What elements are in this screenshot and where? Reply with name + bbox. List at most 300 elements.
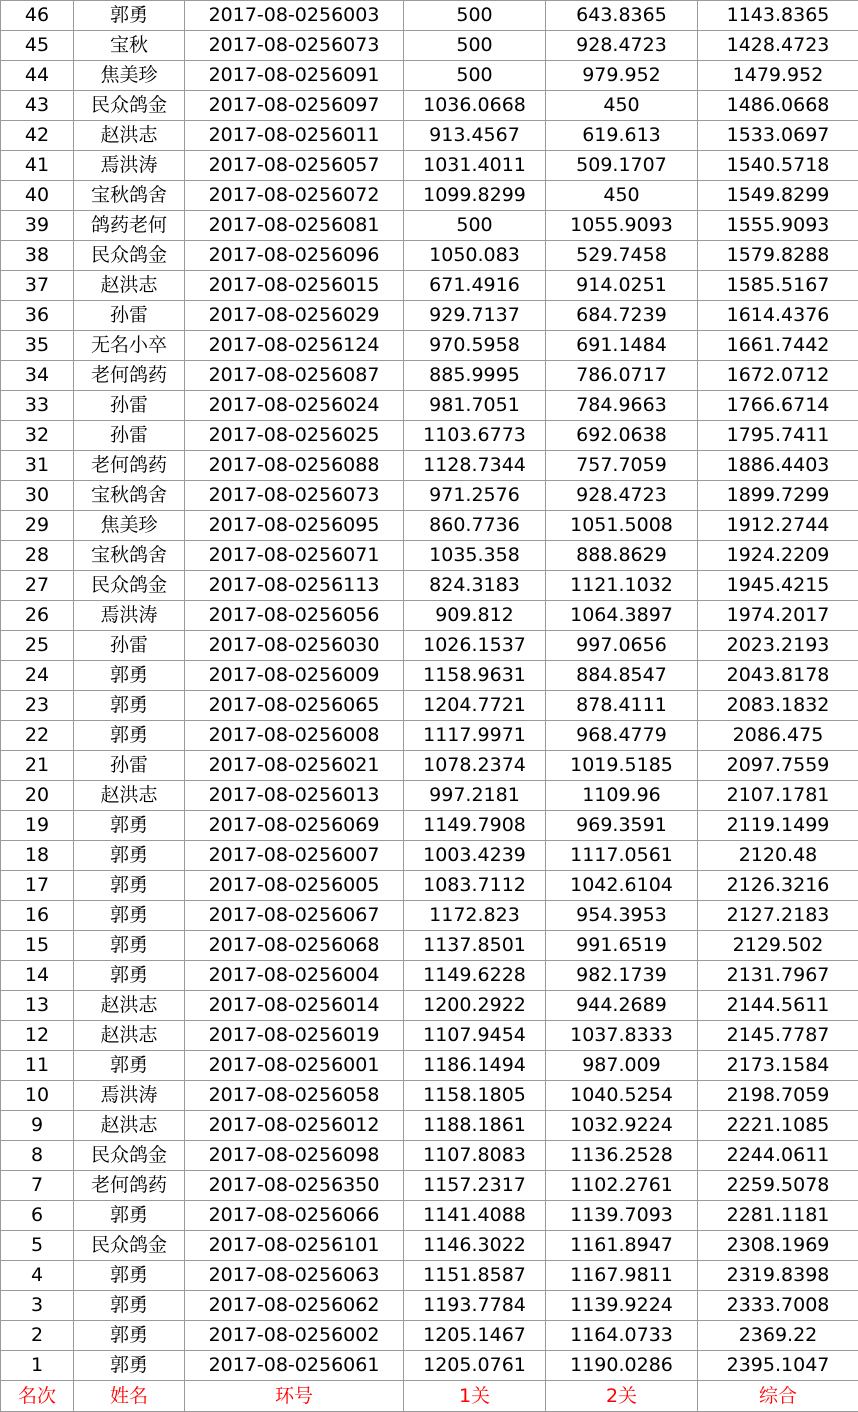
stage1-score-cell: 1003.4239 <box>404 841 546 871</box>
ring-number-cell: 2017-08-0256019 <box>185 1021 404 1051</box>
rank-cell: 32 <box>1 421 74 451</box>
rank-cell: 11 <box>1 1051 74 1081</box>
ring-number-cell: 2017-08-0256030 <box>185 631 404 661</box>
stage1-score-cell: 1186.1494 <box>404 1051 546 1081</box>
name-cell: 赵洪志 <box>74 271 185 301</box>
table-row <box>1 571 858 601</box>
stage2-score-cell: 1136.2528 <box>546 1141 698 1171</box>
stage1-score-cell: 909.812 <box>404 601 546 631</box>
stage1-score-cell: 1204.7721 <box>404 691 546 721</box>
total-score-cell: 2097.7559 <box>698 751 858 781</box>
table-row <box>1 691 858 721</box>
table-row <box>1 61 858 91</box>
stage2-score-cell: 757.7059 <box>546 451 698 481</box>
total-score-cell: 1428.4723 <box>698 31 858 61</box>
rank-cell: 35 <box>1 331 74 361</box>
table-row <box>1 1231 858 1261</box>
stage1-score-cell: 1205.0761 <box>404 1351 546 1381</box>
name-cell: 郭勇 <box>74 1201 185 1231</box>
stage2-score-cell: 1040.5254 <box>546 1081 698 1111</box>
total-score-cell: 1614.4376 <box>698 301 858 331</box>
rank-cell: 16 <box>1 901 74 931</box>
total-score-cell: 1672.0712 <box>698 361 858 391</box>
table-row <box>1 451 858 481</box>
ring-number-cell: 2017-08-0256113 <box>185 571 404 601</box>
stage1-score-cell: 1035.358 <box>404 541 546 571</box>
name-cell: 郭勇 <box>74 721 185 751</box>
stage1-score-cell: 929.7137 <box>404 301 546 331</box>
ring-number-cell: 2017-08-0256124 <box>185 331 404 361</box>
table-row <box>1 241 858 271</box>
ring-number-cell: 2017-08-0256072 <box>185 181 404 211</box>
rank-cell: 24 <box>1 661 74 691</box>
ring-number-header: 环号 <box>185 1381 404 1412</box>
stage1-score-cell: 970.5958 <box>404 331 546 361</box>
table-row <box>1 901 858 931</box>
total-score-cell: 2145.7787 <box>698 1021 858 1051</box>
table-row <box>1 841 858 871</box>
name-cell: 焦美珍 <box>74 511 185 541</box>
name-cell: 民众鸽金 <box>74 571 185 601</box>
stage1-score-cell: 1078.2374 <box>404 751 546 781</box>
stage1-score-cell: 1157.2317 <box>404 1171 546 1201</box>
stage1-score-cell: 1149.7908 <box>404 811 546 841</box>
stage2-score-cell: 997.0656 <box>546 631 698 661</box>
stage1-score-cell: 1026.1537 <box>404 631 546 661</box>
stage1-score-cell: 500 <box>404 61 546 91</box>
ring-number-cell: 2017-08-0256073 <box>185 31 404 61</box>
total-score-cell: 1549.8299 <box>698 181 858 211</box>
total-header: 综合 <box>698 1381 858 1412</box>
ring-number-cell: 2017-08-0256011 <box>185 121 404 151</box>
stage1-score-cell: 1193.7784 <box>404 1291 546 1321</box>
rank-cell: 17 <box>1 871 74 901</box>
table-row <box>1 721 858 751</box>
stage2-score-cell: 1102.2761 <box>546 1171 698 1201</box>
rank-cell: 33 <box>1 391 74 421</box>
name-cell: 宝秋 <box>74 31 185 61</box>
stage2-score-cell: 1139.7093 <box>546 1201 698 1231</box>
name-cell: 宝秋鸽舍 <box>74 181 185 211</box>
stage2-score-cell: 1121.1032 <box>546 571 698 601</box>
name-cell: 民众鸽金 <box>74 1141 185 1171</box>
ring-number-cell: 2017-08-0256065 <box>185 691 404 721</box>
stage2-score-cell: 1032.9224 <box>546 1111 698 1141</box>
stage2-score-cell: 1037.8333 <box>546 1021 698 1051</box>
total-score-cell: 1766.6714 <box>698 391 858 421</box>
stage1-score-cell: 1050.083 <box>404 241 546 271</box>
ring-number-cell: 2017-08-0256029 <box>185 301 404 331</box>
rank-cell: 15 <box>1 931 74 961</box>
stage1-score-cell: 1188.1861 <box>404 1111 546 1141</box>
table-row <box>1 961 858 991</box>
stage2-score-cell: 1042.6104 <box>546 871 698 901</box>
table-row <box>1 1141 858 1171</box>
table-row <box>1 271 858 301</box>
table-row <box>1 751 858 781</box>
stage1-header: 1关 <box>404 1381 546 1412</box>
name-cell: 老何鸽药 <box>74 451 185 481</box>
table-row <box>1 1051 858 1081</box>
name-cell: 焉洪涛 <box>74 601 185 631</box>
rank-cell: 31 <box>1 451 74 481</box>
stage1-score-cell: 1141.4088 <box>404 1201 546 1231</box>
total-score-cell: 1486.0668 <box>698 91 858 121</box>
stage1-score-cell: 500 <box>404 1 546 31</box>
stage2-score-cell: 928.4723 <box>546 481 698 511</box>
stage1-score-cell: 1036.0668 <box>404 91 546 121</box>
stage1-score-cell: 1137.8501 <box>404 931 546 961</box>
total-score-cell: 1924.2209 <box>698 541 858 571</box>
total-score-cell: 2086.475 <box>698 721 858 751</box>
ring-number-cell: 2017-08-0256066 <box>185 1201 404 1231</box>
rank-cell: 19 <box>1 811 74 841</box>
ring-number-cell: 2017-08-0256012 <box>185 1111 404 1141</box>
rank-cell: 7 <box>1 1171 74 1201</box>
rank-cell: 3 <box>1 1291 74 1321</box>
rank-cell: 43 <box>1 91 74 121</box>
table-row <box>1 301 858 331</box>
stage2-score-cell: 1167.9811 <box>546 1261 698 1291</box>
total-score-cell: 2131.7967 <box>698 961 858 991</box>
total-score-cell: 1886.4403 <box>698 451 858 481</box>
total-score-cell: 2107.1781 <box>698 781 858 811</box>
ring-number-cell: 2017-08-0256073 <box>185 481 404 511</box>
rank-cell: 21 <box>1 751 74 781</box>
name-cell: 赵洪志 <box>74 781 185 811</box>
name-cell: 孙雷 <box>74 631 185 661</box>
rank-cell: 28 <box>1 541 74 571</box>
table-row <box>1 211 858 241</box>
stage2-score-cell: 643.8365 <box>546 1 698 31</box>
name-cell: 宝秋鸽舍 <box>74 481 185 511</box>
table-row <box>1 361 858 391</box>
name-cell: 民众鸽金 <box>74 241 185 271</box>
table-row <box>1 331 858 361</box>
name-cell: 郭勇 <box>74 1321 185 1351</box>
table-row <box>1 121 858 151</box>
ring-number-cell: 2017-08-0256068 <box>185 931 404 961</box>
name-cell: 赵洪志 <box>74 991 185 1021</box>
table-row <box>1 31 858 61</box>
stage1-score-cell: 1107.9454 <box>404 1021 546 1051</box>
stage2-score-cell: 888.8629 <box>546 541 698 571</box>
ring-number-cell: 2017-08-0256025 <box>185 421 404 451</box>
stage1-score-cell: 971.2576 <box>404 481 546 511</box>
rank-cell: 27 <box>1 571 74 601</box>
total-score-cell: 1143.8365 <box>698 1 858 31</box>
rank-cell: 29 <box>1 511 74 541</box>
total-score-cell: 2127.2183 <box>698 901 858 931</box>
name-cell: 焉洪涛 <box>74 1081 185 1111</box>
ring-number-cell: 2017-08-0256091 <box>185 61 404 91</box>
name-cell: 郭勇 <box>74 1 185 31</box>
ring-number-cell: 2017-08-0256003 <box>185 1 404 31</box>
ring-number-cell: 2017-08-0256009 <box>185 661 404 691</box>
stage1-score-cell: 1103.6773 <box>404 421 546 451</box>
total-score-cell: 1795.7411 <box>698 421 858 451</box>
total-score-cell: 1912.2744 <box>698 511 858 541</box>
name-cell: 郭勇 <box>74 931 185 961</box>
ring-number-cell: 2017-08-0256097 <box>185 91 404 121</box>
table-row <box>1 1111 858 1141</box>
total-score-cell: 2120.48 <box>698 841 858 871</box>
ring-number-cell: 2017-08-0256007 <box>185 841 404 871</box>
rank-cell: 2 <box>1 1321 74 1351</box>
rank-cell: 10 <box>1 1081 74 1111</box>
name-cell: 郭勇 <box>74 961 185 991</box>
ring-number-cell: 2017-08-0256004 <box>185 961 404 991</box>
table-row <box>1 631 858 661</box>
stage1-score-cell: 1151.8587 <box>404 1261 546 1291</box>
stage1-score-cell: 1117.9971 <box>404 721 546 751</box>
ring-number-cell: 2017-08-0256101 <box>185 1231 404 1261</box>
rank-cell: 40 <box>1 181 74 211</box>
rank-cell: 37 <box>1 271 74 301</box>
total-score-cell: 2319.8398 <box>698 1261 858 1291</box>
stage2-score-cell: 928.4723 <box>546 31 698 61</box>
name-cell: 民众鸽金 <box>74 91 185 121</box>
header-row <box>1 1381 858 1412</box>
name-cell: 焉洪涛 <box>74 151 185 181</box>
name-cell: 孙雷 <box>74 421 185 451</box>
rank-cell: 41 <box>1 151 74 181</box>
stage2-score-cell: 982.1739 <box>546 961 698 991</box>
stage1-score-cell: 1158.1805 <box>404 1081 546 1111</box>
rank-cell: 34 <box>1 361 74 391</box>
stage1-score-cell: 860.7736 <box>404 511 546 541</box>
stage1-score-cell: 913.4567 <box>404 121 546 151</box>
rank-cell: 25 <box>1 631 74 661</box>
total-score-cell: 1661.7442 <box>698 331 858 361</box>
total-score-cell: 2023.2193 <box>698 631 858 661</box>
stage2-score-cell: 968.4779 <box>546 721 698 751</box>
table-row <box>1 991 858 1021</box>
stage2-score-cell: 509.1707 <box>546 151 698 181</box>
name-cell: 郭勇 <box>74 811 185 841</box>
ring-number-cell: 2017-08-0256350 <box>185 1171 404 1201</box>
ring-number-cell: 2017-08-0256057 <box>185 151 404 181</box>
total-score-cell: 2144.5611 <box>698 991 858 1021</box>
ring-number-cell: 2017-08-0256071 <box>185 541 404 571</box>
name-cell: 宝秋鸽舍 <box>74 541 185 571</box>
total-score-cell: 2308.1969 <box>698 1231 858 1261</box>
name-cell: 郭勇 <box>74 1351 185 1381</box>
stage2-header: 2关 <box>546 1381 698 1412</box>
name-cell: 老何鸽药 <box>74 361 185 391</box>
stage1-score-cell: 1205.1467 <box>404 1321 546 1351</box>
total-score-cell: 2395.1047 <box>698 1351 858 1381</box>
ring-number-cell: 2017-08-0256058 <box>185 1081 404 1111</box>
stage1-score-cell: 1149.6228 <box>404 961 546 991</box>
stage2-score-cell: 944.2689 <box>546 991 698 1021</box>
rank-cell: 30 <box>1 481 74 511</box>
total-score-cell: 2244.0611 <box>698 1141 858 1171</box>
rank-cell: 20 <box>1 781 74 811</box>
rank-cell: 38 <box>1 241 74 271</box>
stage1-score-cell: 1128.7344 <box>404 451 546 481</box>
rank-cell: 42 <box>1 121 74 151</box>
ring-number-cell: 2017-08-0256021 <box>185 751 404 781</box>
total-score-cell: 2126.3216 <box>698 871 858 901</box>
name-cell: 郭勇 <box>74 1291 185 1321</box>
total-score-cell: 2369.22 <box>698 1321 858 1351</box>
name-cell: 孙雷 <box>74 301 185 331</box>
stage2-score-cell: 529.7458 <box>546 241 698 271</box>
stage2-score-cell: 1055.9093 <box>546 211 698 241</box>
ring-number-cell: 2017-08-0256062 <box>185 1291 404 1321</box>
ring-number-cell: 2017-08-0256088 <box>185 451 404 481</box>
total-score-cell: 1533.0697 <box>698 121 858 151</box>
rank-cell: 13 <box>1 991 74 1021</box>
total-score-cell: 2198.7059 <box>698 1081 858 1111</box>
stage2-score-cell: 884.8547 <box>546 661 698 691</box>
total-score-cell: 2083.1832 <box>698 691 858 721</box>
table-row <box>1 511 858 541</box>
stage2-score-cell: 1164.0733 <box>546 1321 698 1351</box>
table-row <box>1 1201 858 1231</box>
name-cell: 鸽药老何 <box>74 211 185 241</box>
stage1-score-cell: 500 <box>404 31 546 61</box>
ring-number-cell: 2017-08-0256005 <box>185 871 404 901</box>
rank-cell: 1 <box>1 1351 74 1381</box>
stage2-score-cell: 692.0638 <box>546 421 698 451</box>
stage2-score-cell: 784.9663 <box>546 391 698 421</box>
table-row <box>1 1 858 31</box>
rank-cell: 46 <box>1 1 74 31</box>
total-score-cell: 1974.2017 <box>698 601 858 631</box>
total-score-cell: 1555.9093 <box>698 211 858 241</box>
rank-cell: 23 <box>1 691 74 721</box>
stage2-score-cell: 1161.8947 <box>546 1231 698 1261</box>
total-score-cell: 1479.952 <box>698 61 858 91</box>
name-cell: 郭勇 <box>74 691 185 721</box>
total-score-cell: 2259.5078 <box>698 1171 858 1201</box>
rank-cell: 22 <box>1 721 74 751</box>
stage1-score-cell: 1083.7112 <box>404 871 546 901</box>
stage2-score-cell: 786.0717 <box>546 361 698 391</box>
stage2-score-cell: 914.0251 <box>546 271 698 301</box>
stage2-score-cell: 954.3953 <box>546 901 698 931</box>
stage2-score-cell: 969.3591 <box>546 811 698 841</box>
stage2-score-cell: 691.1484 <box>546 331 698 361</box>
stage1-score-cell: 1158.9631 <box>404 661 546 691</box>
stage1-score-cell: 997.2181 <box>404 781 546 811</box>
stage2-score-cell: 1051.5008 <box>546 511 698 541</box>
ring-number-cell: 2017-08-0256008 <box>185 721 404 751</box>
stage2-score-cell: 1109.96 <box>546 781 698 811</box>
table-row <box>1 1261 858 1291</box>
rank-cell: 14 <box>1 961 74 991</box>
table-row <box>1 181 858 211</box>
stage1-score-cell: 1172.823 <box>404 901 546 931</box>
total-score-cell: 1540.5718 <box>698 151 858 181</box>
rank-cell: 9 <box>1 1111 74 1141</box>
stage1-score-cell: 1107.8083 <box>404 1141 546 1171</box>
name-cell: 郭勇 <box>74 841 185 871</box>
stage2-score-cell: 991.6519 <box>546 931 698 961</box>
name-cell: 郭勇 <box>74 901 185 931</box>
table-row <box>1 91 858 121</box>
name-cell: 郭勇 <box>74 1261 185 1291</box>
total-score-cell: 2043.8178 <box>698 661 858 691</box>
stage1-score-cell: 824.3183 <box>404 571 546 601</box>
stage2-score-cell: 1117.0561 <box>546 841 698 871</box>
total-score-cell: 2129.502 <box>698 931 858 961</box>
name-cell: 焦美珍 <box>74 61 185 91</box>
rank-cell: 45 <box>1 31 74 61</box>
table-row <box>1 661 858 691</box>
rank-cell: 39 <box>1 211 74 241</box>
name-header: 姓名 <box>74 1381 185 1412</box>
table-body <box>1 1 858 1412</box>
name-cell: 郭勇 <box>74 1051 185 1081</box>
ring-number-cell: 2017-08-0256013 <box>185 781 404 811</box>
stage2-score-cell: 878.4111 <box>546 691 698 721</box>
name-cell: 赵洪志 <box>74 121 185 151</box>
table-row <box>1 1081 858 1111</box>
rank-cell: 36 <box>1 301 74 331</box>
name-cell: 孙雷 <box>74 391 185 421</box>
rank-header: 名次 <box>1 1381 74 1412</box>
rank-cell: 6 <box>1 1201 74 1231</box>
name-cell: 赵洪志 <box>74 1111 185 1141</box>
name-cell: 郭勇 <box>74 661 185 691</box>
stage1-score-cell: 1099.8299 <box>404 181 546 211</box>
name-cell: 无名小卒 <box>74 331 185 361</box>
ring-number-cell: 2017-08-0256001 <box>185 1051 404 1081</box>
rank-cell: 8 <box>1 1141 74 1171</box>
stage1-score-cell: 981.7051 <box>404 391 546 421</box>
ring-number-cell: 2017-08-0256014 <box>185 991 404 1021</box>
table-row <box>1 541 858 571</box>
total-score-cell: 2119.1499 <box>698 811 858 841</box>
name-cell: 孙雷 <box>74 751 185 781</box>
ring-number-cell: 2017-08-0256056 <box>185 601 404 631</box>
stage2-score-cell: 1064.3897 <box>546 601 698 631</box>
table-row <box>1 151 858 181</box>
table-row <box>1 1351 858 1381</box>
name-cell: 民众鸽金 <box>74 1231 185 1261</box>
table-row <box>1 391 858 421</box>
ring-number-cell: 2017-08-0256063 <box>185 1261 404 1291</box>
ring-number-cell: 2017-08-0256067 <box>185 901 404 931</box>
total-score-cell: 1585.5167 <box>698 271 858 301</box>
table-row <box>1 601 858 631</box>
total-score-cell: 1579.8288 <box>698 241 858 271</box>
table-row <box>1 481 858 511</box>
table-row <box>1 1321 858 1351</box>
stage2-score-cell: 684.7239 <box>546 301 698 331</box>
name-cell: 老何鸽药 <box>74 1171 185 1201</box>
ring-number-cell: 2017-08-0256069 <box>185 811 404 841</box>
stage1-score-cell: 1200.2922 <box>404 991 546 1021</box>
name-cell: 赵洪志 <box>74 1021 185 1051</box>
total-score-cell: 2281.1181 <box>698 1201 858 1231</box>
ring-number-cell: 2017-08-0256061 <box>185 1351 404 1381</box>
total-score-cell: 2221.1085 <box>698 1111 858 1141</box>
stage2-score-cell: 1139.9224 <box>546 1291 698 1321</box>
ring-number-cell: 2017-08-0256098 <box>185 1141 404 1171</box>
table-row <box>1 931 858 961</box>
stage2-score-cell: 450 <box>546 181 698 211</box>
rank-cell: 44 <box>1 61 74 91</box>
ring-number-cell: 2017-08-0256002 <box>185 1321 404 1351</box>
name-cell: 郭勇 <box>74 871 185 901</box>
ring-number-cell: 2017-08-0256081 <box>185 211 404 241</box>
stage2-score-cell: 1190.0286 <box>546 1351 698 1381</box>
total-score-cell: 1945.4215 <box>698 571 858 601</box>
